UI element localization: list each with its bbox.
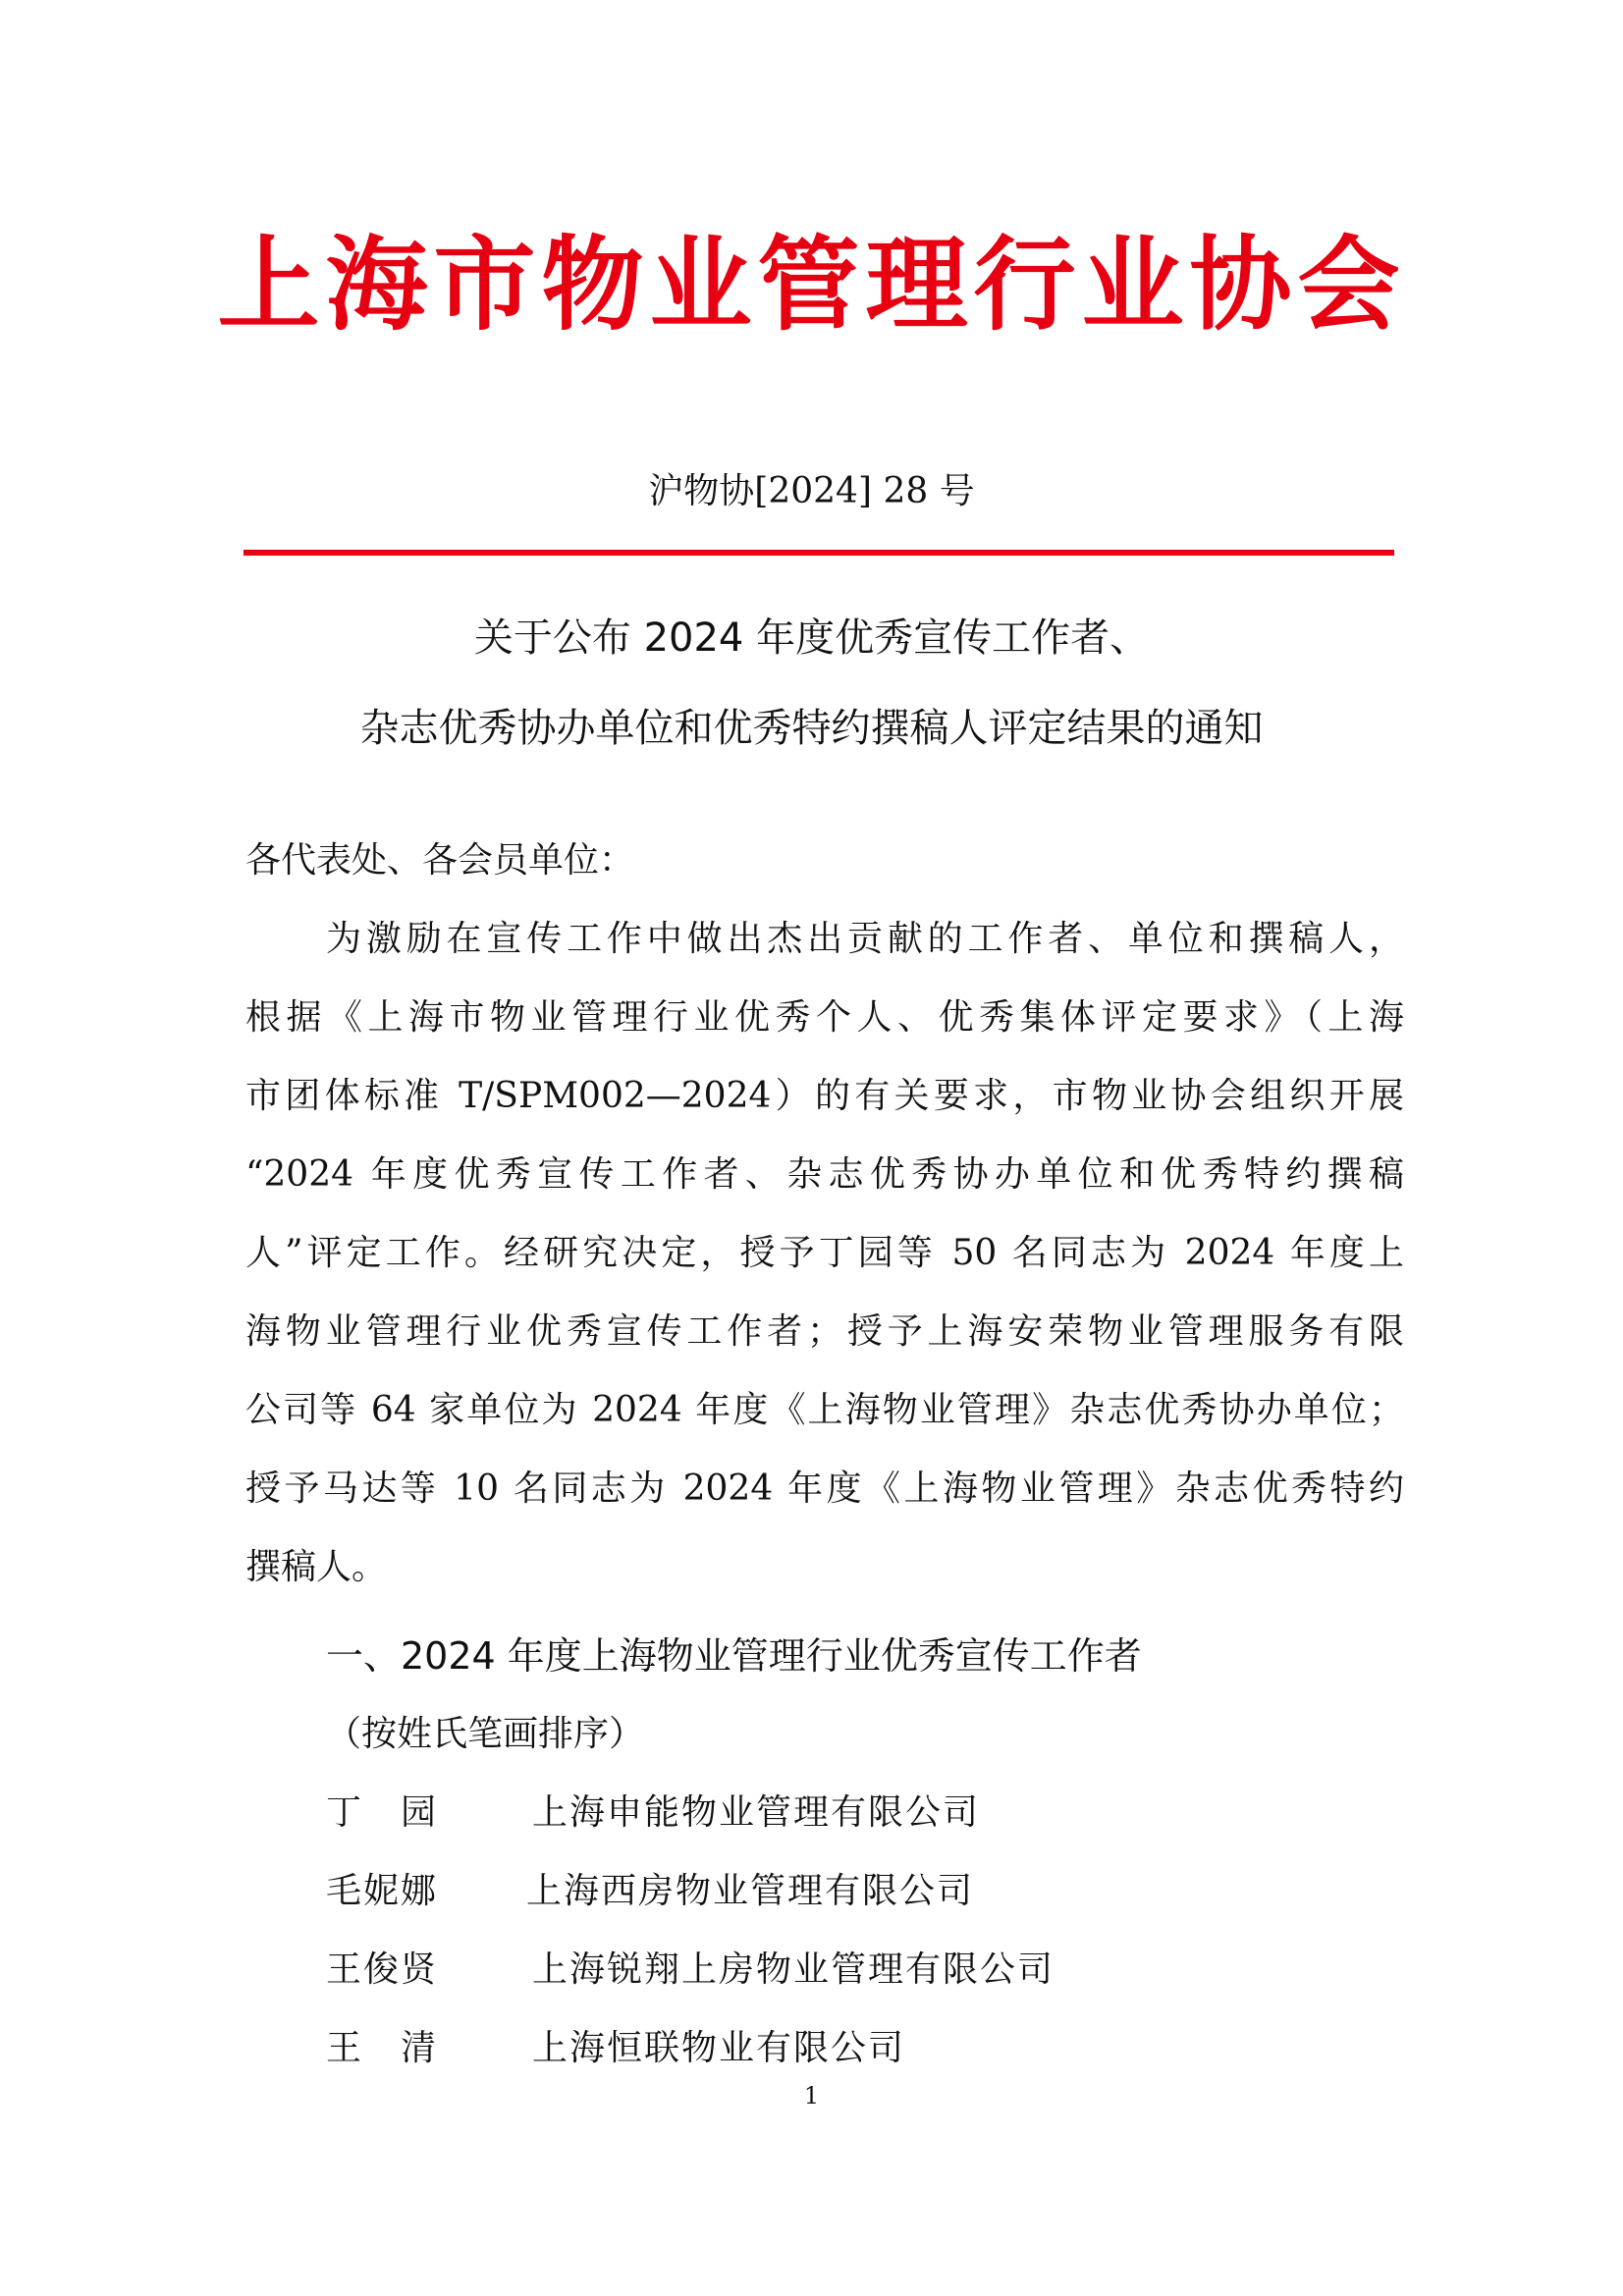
person-name: 王俊贤 bbox=[326, 1949, 439, 1990]
paragraph-line: 为激励在宣传工作中做出杰出贡献的工作者、单位和撰稿人， bbox=[326, 919, 1404, 959]
paragraph-line: 公司等 64 家单位为 2024 年度《上海物业管理》杂志优秀协办单位； bbox=[245, 1390, 1404, 1430]
person-company: 上海西房物业管理有限公司 bbox=[526, 1871, 975, 1911]
organization-header: 上海市物业管理行业协会 bbox=[217, 224, 1406, 345]
sort-note: （按姓氏笔画排序） bbox=[326, 1714, 645, 1754]
paragraph-line: 海物业管理行业优秀宣传工作者；授予上海安荣物业管理服务有限 bbox=[245, 1311, 1404, 1352]
paragraph-line: 人”评定工作。经研究决定，授予丁园等 50 名同志为 2024 年度上 bbox=[245, 1233, 1404, 1273]
page-number: 1 bbox=[803, 2082, 820, 2109]
paragraph-line: 根据《上海市物业管理行业优秀个人、优秀集体评定要求》（上海 bbox=[245, 997, 1404, 1038]
salutation: 各代表处、各会员单位： bbox=[245, 840, 635, 881]
person-name: 王 清 bbox=[326, 2028, 439, 2068]
paragraph-line: 市团体标准 T/SPM002—2024）的有关要求，市物业协会组织开展 bbox=[245, 1076, 1404, 1116]
notice-title-line-1: 关于公布 2024 年度优秀宣传工作者、 bbox=[473, 615, 1150, 661]
paragraph-line: 撰稿人。 bbox=[245, 1547, 388, 1587]
section-heading: 一、2024 年度上海物业管理行业优秀宣传工作者 bbox=[326, 1634, 1142, 1678]
paragraph-line: 授予马达等 10 名同志为 2024 年度《上海物业管理》杂志优秀特约 bbox=[245, 1468, 1404, 1509]
notice-title-line-2: 杂志优秀协办单位和优秀特约撰稿人评定结果的通知 bbox=[359, 706, 1264, 751]
person-company: 上海申能物业管理有限公司 bbox=[532, 1792, 981, 1833]
person-company: 上海锐翔上房物业管理有限公司 bbox=[532, 1949, 1055, 1990]
red-divider-rule bbox=[243, 550, 1394, 556]
paragraph-line: “2024 年度优秀宣传工作者、杂志优秀协办单位和优秀特约撰稿 bbox=[245, 1154, 1404, 1195]
document-number: 沪物协[2024] 28 号 bbox=[648, 471, 975, 511]
person-name: 毛妮娜 bbox=[326, 1871, 439, 1911]
person-company: 上海恒联物业有限公司 bbox=[532, 2028, 906, 2068]
person-name: 丁 园 bbox=[326, 1792, 439, 1833]
